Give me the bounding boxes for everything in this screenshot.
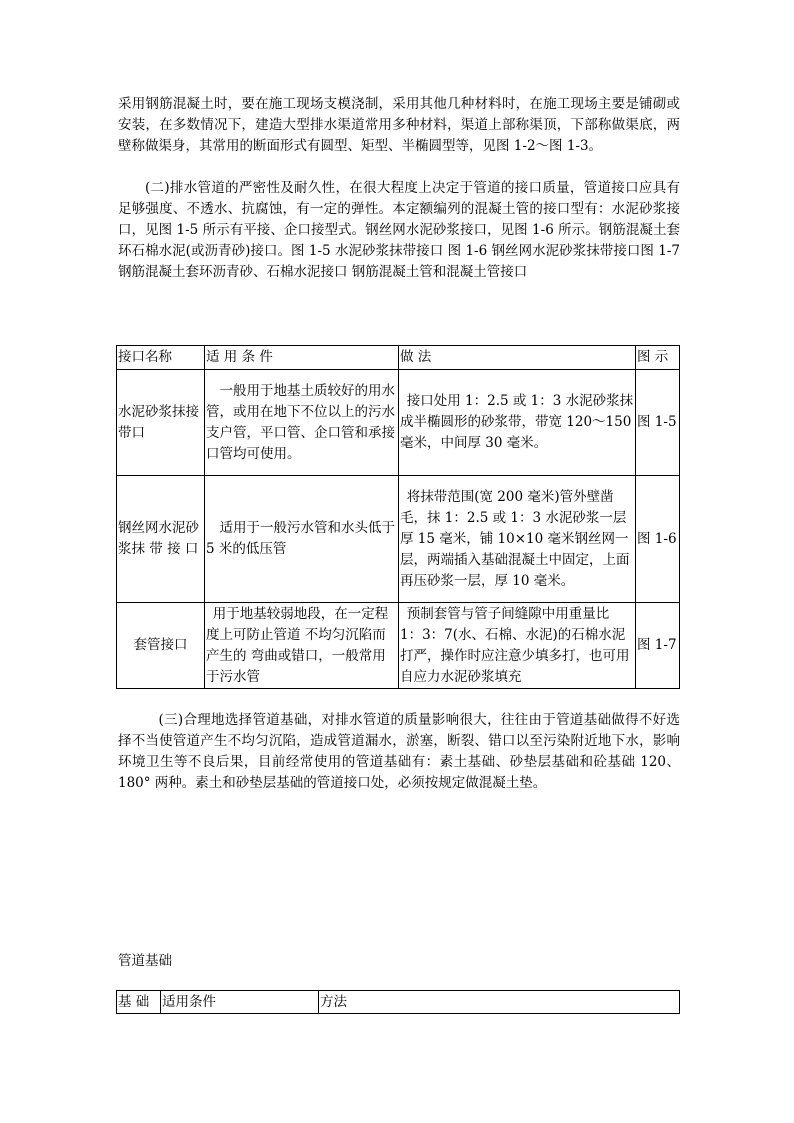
header-figure: 图 示 [636,346,680,370]
paragraph-1: 采用钢筋混凝土时，要在施工现场支模浇制，采用其他几种材料时，在施工现场主要是铺砌或安装，在多数情况下，建造大型排水渠道常用多种材料，渠道上部称渠顶，下部称做渠底，两壁称做渠身，其常用的断面形式有圆型、矩型、半椭圆型等，见图 1-2～图 1-3。 [118,96,680,154]
foundation-table-caption: 管道基础 [118,953,172,969]
paragraph-3: (三)合理地选择管道基础，对排水管道的质量影响很大，往往由于管道基础做得不好选择不当使管道产生不均匀沉陷，造成管道漏水，淤塞，断裂、错口以至污染附近地下水，影响环境卫生等不良后果，目前经常使用的管道基础有：素土基础、砂垫层基础和砼基础 120、180° 两种。素土和砂垫层基础的管道接口处，必须按规定做混凝土垫。 [118,712,680,791]
table-row [117,603,680,689]
joint-name-cell: 套管接口 [117,603,205,689]
header-condition: 适用条件 [161,991,319,1014]
method-cell: 将抹带范围(宽 200 毫米)管外壁凿毛，抹 1：2.5 或 1：3 水泥砂浆一层厚 15 毫米，铺 10×10 毫米钢丝网一层，两端插入基础混凝土中固定，上面再压砂浆一层，厚 10 毫米。 [399,476,636,603]
header-foundation: 基 础 [117,991,161,1014]
condition-cell: 用于地基较弱地段，在一定程度上可防止管道 不均匀沉陷而产生的 弯曲或错口，一般常用于污水管 [205,603,399,689]
header-method: 做 法 [399,346,636,370]
pipe-foundation-table [116,990,680,1014]
joint-name-cell: 钢丝网水泥砂浆抹 带 接 口 [117,476,205,603]
pipe-joint-table [116,345,680,689]
figure-cell: 图 1-6 [636,476,680,603]
paragraph-2: (二)排水管道的严密性及耐久性，在很大程度上决定于管道的接口质量，管道接口应具有足够强度、不透水、抗腐蚀，有一定的弹性。本定额编列的混凝土管的接口型有：水泥砂浆接口，见图 1-5 所示有平接、企口接型式。钢丝网水泥砂浆接口，见图 1-6 所示。钢筋混凝土套环石棉水泥(或沥青砂)接口。图 1-5 水泥砂浆抹带接口 图 1-6 钢丝网水泥砂浆抹带接口图 1-7 钢筋混凝土套环沥青砂、石棉水泥接口 钢筋混凝土管和混凝土管接口 [118,180,680,280]
joint-name-cell: 水泥砂浆抹接带口 [117,370,205,476]
figure-cell: 图 1-5 [636,370,680,476]
condition-cell: 一般用于地基土质较好的用水管，或用在地下不位以上的污水支户管，平口管、企口管和承接口管均可使用。 [205,370,399,476]
table-row [117,370,680,476]
table-header-row [117,346,680,370]
table-header-row [117,991,680,1014]
method-cell: 接口处用 1：2.5 或 1：3 水泥砂浆抹成半椭圆形的砂浆带，带宽 120～150 毫米，中间厚 30 毫米。 [399,370,636,476]
header-joint-name: 接口名称 [117,346,205,370]
figure-cell: 图 1-7 [636,603,680,689]
condition-cell: 适用于一般污水管和水头低于 5 米的低压管 [205,476,399,603]
method-cell: 预制套管与管子间缝隙中用重量比 1：3：7(水、石棉、水泥)的石棉水泥打严，操作时应注意少填多打，也可用自应力水泥砂浆填充 [399,603,636,689]
table-row [117,476,680,603]
header-condition: 适 用 条 件 [205,346,399,370]
header-method: 方法 [319,991,680,1014]
